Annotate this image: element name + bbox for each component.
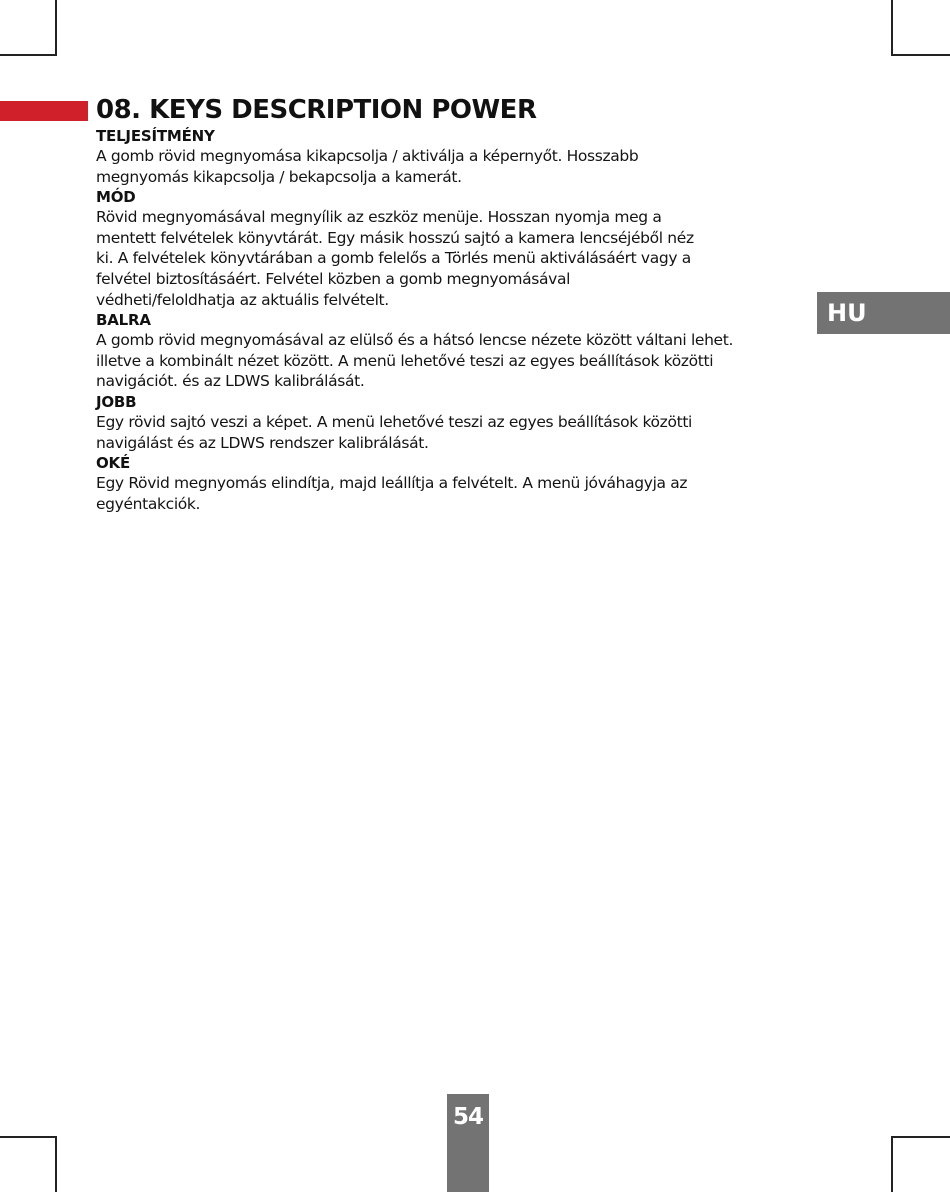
section-balra [96,310,816,392]
crop-mark-bottom-left-horizontal [0,1136,57,1138]
page-title: 08. KEYS DESCRIPTION POWER [96,95,537,125]
page-number: 54 [452,1104,483,1130]
page-number-tab [447,1094,489,1192]
text-line: egyéntakciók. [96,494,201,513]
section-jobb [96,392,816,453]
text-line: ki. A felvételek könyvtárában a gomb felelős a Törlés menü aktiválásáért vagy a [96,249,691,268]
crop-mark-top-left-horizontal [0,54,57,56]
crop-mark-top-left-vertical [55,0,57,56]
keys-description [96,126,816,514]
text-line: védheti/feloldhatja az aktuális felvételt. [96,290,389,309]
crop-mark-bottom-left-vertical [55,1136,57,1192]
language-label: HU [827,299,867,327]
section-body [96,412,816,453]
section-mod [96,187,816,310]
crop-mark-bottom-right-vertical [891,1136,893,1192]
language-tab [817,292,950,334]
section-heading: BALRA [96,311,151,330]
section-accent-bar [0,101,88,121]
text-line: Egy rövid sajtó veszi a képet. A menü lehetővé teszi az egyes beállítások közötti [96,412,693,431]
section-heading: OKÉ [96,454,131,473]
text-line: megnyomás kikapcsolja / bekapcsolja a kamerát. [96,167,462,186]
section-body [96,473,816,514]
text-line: mentett felvételek könyvtárát. Egy másik hosszú sajtó a kamera lencséjéből néz [96,228,694,247]
section-body [96,207,816,310]
crop-mark-top-right-vertical [891,0,893,56]
text-line: A gomb rövid megnyomása kikapcsolja / aktiválja a képernyőt. Hosszabb [96,147,639,165]
section-body [96,330,816,392]
section-heading: JOBB [96,392,137,411]
section-body [96,146,816,187]
text-line: navigálást és az LDWS rendszer kalibrálását. [96,433,429,452]
text-line: Rövid megnyomásával megnyílik az eszköz menüje. Hosszan nyomja meg a [96,208,662,227]
section-teljesitmeny [96,126,816,187]
text-line: illetve a kombinált nézet között. A menü lehetővé teszi az egyes beállítások közötti [96,351,714,370]
section-heading: MÓD [96,188,136,207]
section-heading: TELJESÍTMÉNY [96,127,215,145]
text-line: navigációt. és az LDWS kalibrálását. [96,372,365,391]
text-line: Egy Rövid megnyomás elindítja, majd leállítja a felvételt. A menü jóváhagyja az [96,474,688,493]
text-line: A gomb rövid megnyomásával az elülső és a hátsó lencse nézete között váltani lehet. [96,331,734,350]
crop-mark-top-right-horizontal [891,54,950,56]
crop-mark-bottom-right-horizontal [891,1136,950,1138]
text-line: felvétel biztosításáért. Felvétel közben a gomb megnyomásával [96,269,571,288]
section-oke [96,453,816,514]
